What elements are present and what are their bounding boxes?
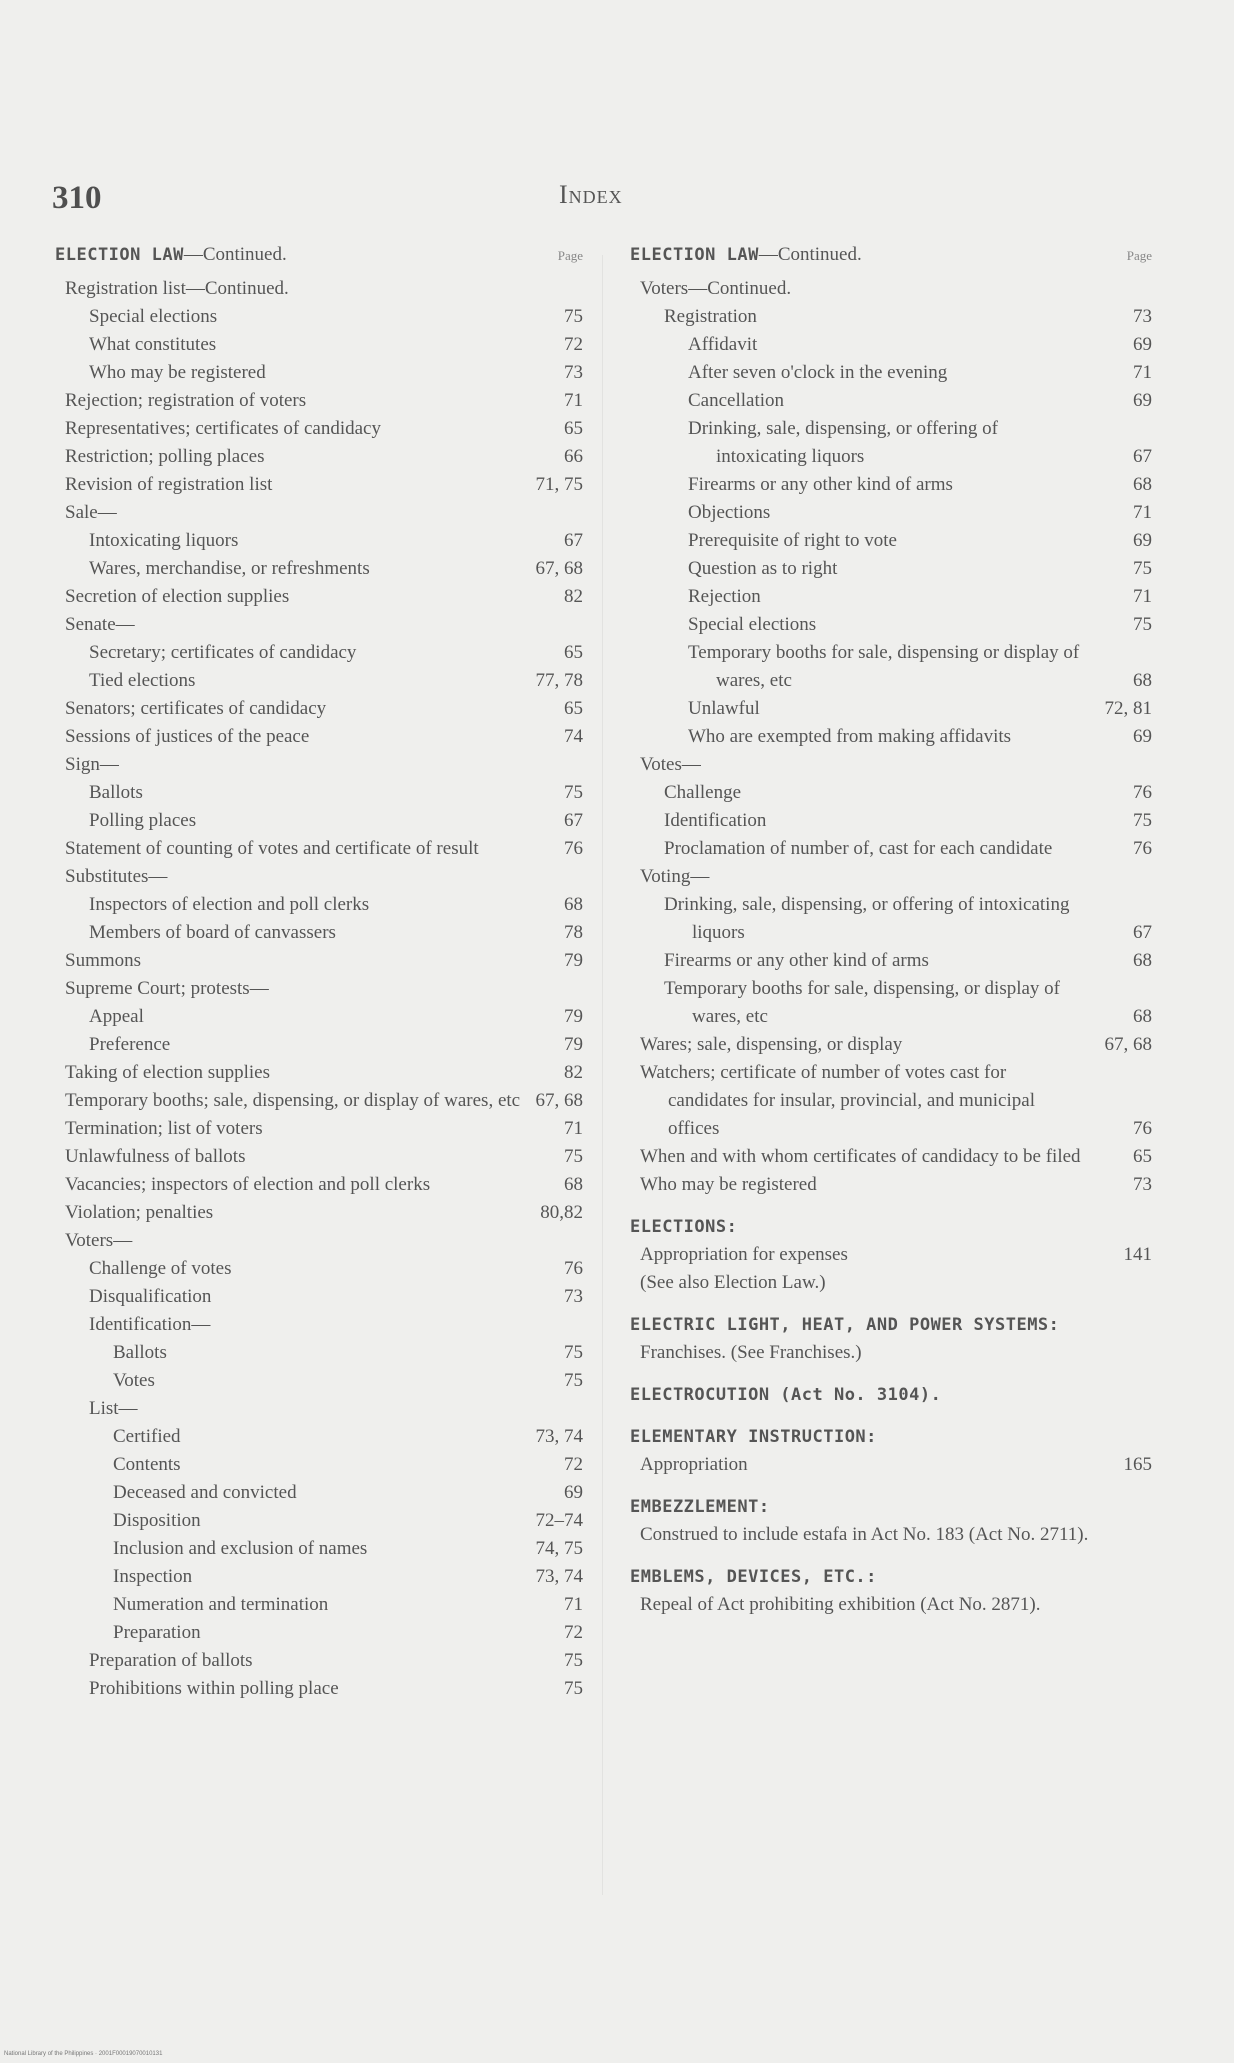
- entry-page-ref: 75: [564, 1650, 583, 1671]
- index-entry: [630, 275, 1152, 303]
- index-entry: [55, 1003, 583, 1031]
- entry-term: Unlawful: [688, 698, 760, 719]
- entry-page-ref: 65: [564, 642, 583, 663]
- index-entry: [630, 723, 1152, 751]
- entry-page-ref: 73: [564, 1286, 583, 1307]
- index-column-left: [55, 244, 583, 1703]
- index-entry: [55, 471, 583, 499]
- entry-term: When and with whom certificates of candidacy to be filed: [640, 1146, 1081, 1167]
- entry-page-ref: 72–74: [535, 1510, 583, 1531]
- entry-page-ref: 72: [564, 1622, 583, 1643]
- entry-page-ref: 76: [1133, 838, 1152, 859]
- entry-page-ref: 71, 75: [535, 474, 583, 495]
- entry-page-ref: 77, 78: [535, 670, 583, 691]
- index-entry: [55, 947, 583, 975]
- entry-term: Temporary booths for sale, dispensing or display of wares, etc: [688, 642, 1080, 691]
- index-entry: [55, 807, 583, 835]
- entry-page-ref: 68: [564, 1174, 583, 1195]
- index-entry: [630, 1591, 1152, 1619]
- index-entry: [630, 1171, 1152, 1199]
- section-list: [630, 1199, 1152, 1619]
- entry-term: Repeal of Act prohibiting exhibition (Act No. 2871).: [640, 1594, 1041, 1615]
- entry-term: Identification: [664, 810, 767, 831]
- column-header: [55, 244, 583, 275]
- index-entry: [630, 1059, 1152, 1143]
- entry-term: Rejection: [688, 586, 761, 607]
- entry-page-ref: 75: [564, 1678, 583, 1699]
- index-entry: [55, 1451, 583, 1479]
- entry-page-ref: 69: [1133, 390, 1152, 411]
- entry-term: Statement of counting of votes and certificate of result: [65, 838, 479, 859]
- entry-term: Temporary booths; sale, dispensing, or display of wares, etc: [65, 1090, 521, 1111]
- entry-term: Disposition: [113, 1510, 201, 1531]
- entry-term: Identification—: [89, 1314, 211, 1335]
- entry-page-ref: 68: [1133, 1006, 1152, 1027]
- entry-page-ref: 71: [1133, 586, 1152, 607]
- entry-term: Taking of election supplies: [65, 1062, 270, 1083]
- index-entry: [55, 723, 583, 751]
- index-entry: [630, 583, 1152, 611]
- entry-term: Substitutes—: [65, 866, 168, 887]
- index-entry: [630, 975, 1152, 1031]
- entry-page-ref: 65: [564, 698, 583, 719]
- index-entry: [55, 275, 583, 303]
- entry-page-ref: 165: [1123, 1454, 1152, 1475]
- entry-term: Voters—Continued.: [640, 278, 792, 299]
- entry-heading: [630, 244, 1082, 266]
- entry-page-ref: 67, 68: [1104, 1034, 1152, 1055]
- index-entry: [55, 1311, 583, 1339]
- entry-page-ref: 74: [564, 726, 583, 747]
- entry-page-ref: 73, 74: [535, 1566, 583, 1587]
- index-entry: [55, 1143, 583, 1171]
- entry-term: Disqualification: [89, 1286, 212, 1307]
- index-entry: [55, 919, 583, 947]
- index-entry: [55, 415, 583, 443]
- index-entry: [55, 1171, 583, 1199]
- entry-term: Restriction; polling places: [65, 446, 265, 467]
- heading-continued: —Continued.: [758, 244, 862, 265]
- index-entry: [630, 695, 1152, 723]
- index-entry: [55, 667, 583, 695]
- index-entry: [55, 387, 583, 415]
- entry-term: Challenge of votes: [89, 1258, 232, 1279]
- index-entry: [55, 975, 583, 1003]
- index-entry: [55, 835, 583, 863]
- entry-term: Who may be registered: [89, 362, 266, 383]
- index-entry: [55, 1031, 583, 1059]
- entry-page-ref: 68: [1133, 670, 1152, 691]
- entry-page-ref: 67: [564, 530, 583, 551]
- index-entry: [55, 863, 583, 891]
- entry-term: Certified: [113, 1426, 181, 1447]
- entry-heading: [55, 244, 513, 266]
- index-entry: [55, 527, 583, 555]
- index-entry: [630, 1031, 1152, 1059]
- entry-page-ref: 79: [564, 1034, 583, 1055]
- heading-text: ELECTION LAW: [630, 245, 759, 265]
- entry-page-ref: 75: [1133, 810, 1152, 831]
- index-entry: [630, 471, 1152, 499]
- index-entry: [55, 639, 583, 667]
- entry-term: Intoxicating liquors: [89, 530, 239, 551]
- entry-page-ref: 76: [1133, 1118, 1152, 1139]
- entry-term: Revision of registration list: [65, 474, 273, 495]
- entry-list: [55, 275, 583, 1703]
- index-entry: [55, 695, 583, 723]
- index-entry: [630, 947, 1152, 975]
- entry-term: Prohibitions within polling place: [89, 1678, 339, 1699]
- entry-term: Representatives; certificates of candidacy: [65, 418, 381, 439]
- entry-term: Registration list—Continued.: [65, 278, 289, 299]
- index-entry: [55, 891, 583, 919]
- index-entry: [55, 303, 583, 331]
- running-head: Index: [559, 180, 623, 209]
- entry-page-ref: 75: [1133, 558, 1152, 579]
- entry-term: Watchers; certificate of number of votes cast for candidates for insular, provincial, and municipal offices: [640, 1062, 1035, 1139]
- index-entry: [630, 1451, 1152, 1479]
- entry-term: After seven o'clock in the evening: [688, 362, 948, 383]
- entry-term: What constitutes: [89, 334, 217, 355]
- entry-term: Numeration and termination: [113, 1594, 329, 1615]
- entry-page-ref: 72, 81: [1104, 698, 1152, 719]
- index-entry: [55, 1283, 583, 1311]
- scan-footer: National Library of the Philippines · 2001F00019070010131: [4, 2051, 163, 2057]
- entry-page-ref: 69: [1133, 334, 1152, 355]
- index-entry: [630, 527, 1152, 555]
- index-entry: [55, 1675, 583, 1703]
- entry-term: Challenge: [664, 782, 742, 803]
- entry-term: Drinking, sale, dispensing, or offering of intoxicating liquors: [664, 894, 1070, 943]
- index-entry: [630, 1269, 1152, 1297]
- entry-page-ref: 65: [564, 418, 583, 439]
- index-entry: [55, 1479, 583, 1507]
- entry-page-ref: 69: [564, 1482, 583, 1503]
- entry-term: Senate—: [65, 614, 135, 635]
- index-entry: [55, 1115, 583, 1143]
- entry-term: Franchises. (See Franchises.): [640, 1342, 862, 1363]
- entry-page-ref: 71: [1133, 502, 1152, 523]
- entry-page-ref: 73, 74: [535, 1426, 583, 1447]
- entry-term: (See also Election Law.): [640, 1272, 826, 1293]
- entry-term: Appropriation: [640, 1454, 748, 1475]
- index-entry: [55, 331, 583, 359]
- entry-page-ref: 72: [564, 334, 583, 355]
- entry-term: Sign—: [65, 754, 119, 775]
- entry-term: Voting—: [640, 866, 710, 887]
- entry-term: Who may be registered: [640, 1174, 817, 1195]
- entry-page-ref: 65: [1133, 1146, 1152, 1167]
- entry-term: Prerequisite of right to vote: [688, 530, 897, 551]
- index-entry: [630, 1241, 1152, 1269]
- entry-page-ref: 75: [564, 306, 583, 327]
- entry-term: Secretary; certificates of candidacy: [89, 642, 357, 663]
- index-entry: [630, 611, 1152, 639]
- entry-page-ref: 68: [1133, 474, 1152, 495]
- index-entry: [55, 1563, 583, 1591]
- index-entry: [630, 415, 1152, 471]
- entry-heading: EMBEZZLEMENT:: [630, 1497, 770, 1517]
- page-column-label: Page: [1126, 248, 1152, 263]
- entry-term: Objections: [688, 502, 771, 523]
- entry-page-ref: 69: [1133, 726, 1152, 747]
- entry-term: Appeal: [89, 1006, 144, 1027]
- entry-term: List—: [89, 1398, 138, 1419]
- entry-term: Summons: [65, 950, 142, 971]
- entry-term: Polling places: [89, 810, 197, 831]
- index-entry: [630, 891, 1152, 947]
- page-column-label: Page: [557, 248, 583, 263]
- index-entry: [630, 331, 1152, 359]
- entry-term: Question as to right: [688, 558, 838, 579]
- index-entry: [55, 359, 583, 387]
- entry-page-ref: 67: [1133, 922, 1152, 943]
- index-entry: [630, 303, 1152, 331]
- entry-page-ref: 71: [564, 1118, 583, 1139]
- index-entry: [630, 359, 1152, 387]
- entry-page-ref: 69: [1133, 530, 1152, 551]
- entry-list: [630, 275, 1152, 1199]
- index-entry: [55, 499, 583, 527]
- index-entry: [630, 555, 1152, 583]
- entry-term: Firearms or any other kind of arms: [688, 474, 953, 495]
- entry-heading: EMBLEMS, DEVICES, ETC.:: [630, 1567, 877, 1587]
- entry-page-ref: 73: [1133, 1174, 1152, 1195]
- entry-term: Construed to include estafa in Act No. 183 (Act No. 2711).: [640, 1524, 1089, 1545]
- entry-term: Senators; certificates of candidacy: [65, 698, 327, 719]
- index-entry: [55, 1619, 583, 1647]
- entry-page-ref: 71: [1133, 362, 1152, 383]
- entry-page-ref: 141: [1123, 1244, 1152, 1265]
- entry-term: Members of board of canvassers: [89, 922, 336, 943]
- entry-term: Ballots: [113, 1342, 167, 1363]
- entry-term: Sessions of justices of the peace: [65, 726, 310, 747]
- index-entry: [55, 1199, 583, 1227]
- entry-page-ref: 68: [564, 894, 583, 915]
- entry-page-ref: 67, 68: [535, 558, 583, 579]
- entry-term: Registration: [664, 306, 757, 327]
- index-entry: [630, 499, 1152, 527]
- index-entry: [55, 751, 583, 779]
- entry-page-ref: 71: [564, 390, 583, 411]
- entry-term: Deceased and convicted: [113, 1482, 297, 1503]
- heading-continued: —Continued.: [183, 244, 287, 265]
- index-entry: [55, 1423, 583, 1451]
- entry-page-ref: 67: [564, 810, 583, 831]
- entry-term: Firearms or any other kind of arms: [664, 950, 929, 971]
- entry-term: Secretion of election supplies: [65, 586, 290, 607]
- entry-page-ref: 79: [564, 950, 583, 971]
- column-header: [630, 244, 1152, 275]
- index-entry: [55, 583, 583, 611]
- entry-term: Violation; penalties: [65, 1202, 214, 1223]
- entry-page-ref: 76: [1133, 782, 1152, 803]
- entry-term: Proclamation of number of, cast for each candidate: [664, 838, 1053, 859]
- index-column-right: [630, 244, 1152, 1619]
- entry-term: Sale—: [65, 502, 117, 523]
- entry-term: Wares, merchandise, or refreshments: [89, 558, 370, 579]
- entry-page-ref: 74, 75: [535, 1538, 583, 1559]
- entry-term: Special elections: [688, 614, 817, 635]
- entry-heading: ELECTIONS:: [630, 1217, 738, 1237]
- entry-page-ref: 75: [1133, 614, 1152, 635]
- index-entry: [630, 807, 1152, 835]
- entry-term: Rejection; registration of voters: [65, 390, 307, 411]
- index-entry: [630, 1339, 1152, 1367]
- entry-page-ref: 73: [1133, 306, 1152, 327]
- page-number: 310: [52, 180, 102, 216]
- entry-page-ref: 73: [564, 362, 583, 383]
- entry-term: Preference: [89, 1034, 171, 1055]
- entry-page-ref: 66: [564, 446, 583, 467]
- entry-page-ref: 75: [564, 782, 583, 803]
- entry-page-ref: 80,82: [540, 1202, 583, 1223]
- index-entry: [55, 1591, 583, 1619]
- index-entry: [55, 443, 583, 471]
- entry-page-ref: 75: [564, 1146, 583, 1167]
- entry-term: Temporary booths for sale, dispensing, or display of wares, etc: [664, 978, 1061, 1027]
- entry-term: Tied elections: [89, 670, 196, 691]
- entry-term: Preparation: [113, 1622, 201, 1643]
- index-entry: [630, 863, 1152, 891]
- index-entry: [55, 1507, 583, 1535]
- entry-term: Unlawfulness of ballots: [65, 1146, 246, 1167]
- index-entry: [630, 751, 1152, 779]
- entry-page-ref: 75: [564, 1342, 583, 1363]
- index-entry: [55, 1255, 583, 1283]
- entry-term: Drinking, sale, dispensing, or offering of intoxicating liquors: [688, 418, 998, 467]
- entry-term: Ballots: [89, 782, 143, 803]
- entry-page-ref: 78: [564, 922, 583, 943]
- index-entry: [630, 779, 1152, 807]
- column-divider: [602, 255, 603, 1895]
- entry-term: Appropriation for expenses: [640, 1244, 848, 1265]
- index-entry: [55, 1059, 583, 1087]
- entry-term: Contents: [113, 1454, 181, 1475]
- index-entry: [630, 639, 1152, 695]
- index-entry: [55, 1087, 583, 1115]
- entry-page-ref: 82: [564, 1062, 583, 1083]
- entry-term: Inspection: [113, 1566, 193, 1587]
- index-entry: [55, 1395, 583, 1423]
- entry-term: Inclusion and exclusion of names: [113, 1538, 368, 1559]
- index-entry: [630, 387, 1152, 415]
- entry-page-ref: 72: [564, 1454, 583, 1475]
- entry-page-ref: 67, 68: [535, 1090, 583, 1111]
- entry-term: Vacancies; inspectors of election and poll clerks: [65, 1174, 431, 1195]
- index-entry: [55, 779, 583, 807]
- entry-heading: ELECTRIC LIGHT, HEAT, AND POWER SYSTEMS:: [630, 1315, 1060, 1335]
- entry-term: Preparation of ballots: [89, 1650, 253, 1671]
- index-entry: [55, 611, 583, 639]
- entry-term: Affidavit: [688, 334, 758, 355]
- entry-page-ref: 79: [564, 1006, 583, 1027]
- entry-page-ref: 67: [1133, 446, 1152, 467]
- entry-heading: ELECTROCUTION (Act No. 3104).: [630, 1385, 942, 1405]
- entry-term: Cancellation: [688, 390, 785, 411]
- entry-page-ref: 75: [564, 1370, 583, 1391]
- index-entry: [630, 1143, 1152, 1171]
- entry-page-ref: 76: [564, 838, 583, 859]
- entry-term: Supreme Court; protests—: [65, 978, 269, 999]
- heading-text: ELECTION LAW: [55, 245, 184, 265]
- index-entry: [55, 1339, 583, 1367]
- entry-term: Wares; sale, dispensing, or display: [640, 1034, 903, 1055]
- entry-term: Who are exempted from making affidavits: [688, 726, 1012, 747]
- index-entry: [630, 835, 1152, 863]
- index-entry: [55, 1647, 583, 1675]
- entry-page-ref: 76: [564, 1258, 583, 1279]
- index-entry: [55, 1367, 583, 1395]
- index-entry: [55, 1535, 583, 1563]
- entry-term: Special elections: [89, 306, 218, 327]
- entry-term: Voters—: [65, 1230, 133, 1251]
- entry-term: Termination; list of voters: [65, 1118, 263, 1139]
- index-entry: [630, 1521, 1152, 1549]
- entry-term: Votes: [113, 1370, 155, 1391]
- entry-page-ref: 68: [1133, 950, 1152, 971]
- index-entry: [55, 1227, 583, 1255]
- entry-term: Votes—: [640, 754, 701, 775]
- entry-term: Inspectors of election and poll clerks: [89, 894, 370, 915]
- entry-page-ref: 71: [564, 1594, 583, 1615]
- entry-page-ref: 82: [564, 586, 583, 607]
- entry-heading: ELEMENTARY INSTRUCTION:: [630, 1427, 877, 1447]
- index-entry: [55, 555, 583, 583]
